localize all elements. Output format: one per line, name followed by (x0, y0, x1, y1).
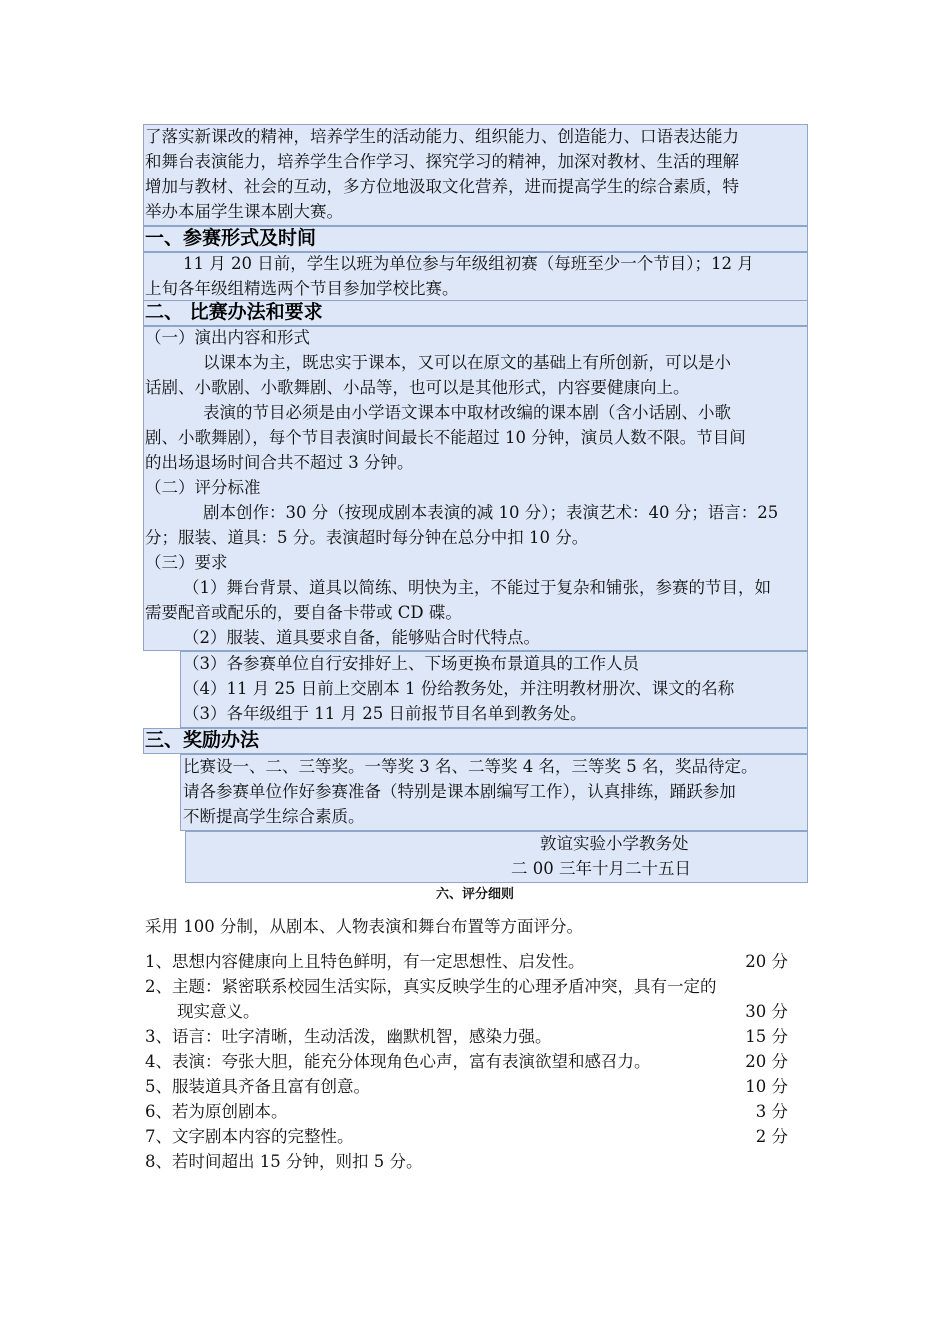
scoring-item-score: 2 分 (755, 1127, 788, 1146)
scoring-item-score: 15 分 (745, 1027, 788, 1046)
part1-line: 表演的节目必须是由小学语文课本中取材改编的课本剧（含小话剧、小歌 (203, 403, 731, 422)
scoring-item-score: 20 分 (745, 1052, 788, 1071)
scoring-intro: 采用 100 分制，从剧本、人物表演和舞台布置等方面评分。 (145, 917, 583, 936)
section3-heading: 三、奖励办法 (145, 729, 260, 751)
part2-line: 分；服装、道具：5 分。表演超时每分钟在总分中扣 10 分。 (145, 528, 589, 547)
section3-line: 比赛设一、二、三等奖。一等奖 3 名、二等奖 4 名，三等奖 5 名，奖品待定。 (183, 757, 758, 776)
scoring-item-score: 30 分 (745, 1002, 788, 1021)
scoring-item-score: 3 分 (755, 1102, 788, 1121)
section3-line: 不断提高学生综合素质。 (183, 807, 365, 826)
scoring-item: 7、文字剧本内容的完整性。 (145, 1127, 354, 1146)
scoring-item: 6、若为原创剧本。 (145, 1102, 288, 1121)
part1-line: 以课本为主，既忠实于课本，又可以在原文的基础上有所创新，可以是小 (203, 353, 731, 372)
signature-box (185, 831, 808, 883)
part3-line: （4）11 月 25 日前上交剧本 1 份给教务处，并注明教材册次、课文的名称 (183, 679, 735, 698)
section1-heading: 一、参赛形式及时间 (145, 227, 317, 249)
intro-line: 增加与教材、社会的互动，多方位地汲取文化营养，进而提高学生的综合素质，特 (145, 177, 739, 196)
scoring-item: 3、语言：吐字清晰，生动活泼，幽默机智，感染力强。 (145, 1027, 552, 1046)
part1-line: 的出场退场时间合共不超过 3 分钟。 (145, 453, 414, 472)
intro-line: 了落实新课改的精神，培养学生的活动能力、组织能力、创造能力、口语表达能力 (145, 127, 739, 146)
part3-title: （三）要求 (145, 553, 228, 572)
scoring-item: 现实意义。 (177, 1002, 260, 1021)
scoring-item: 1、思想内容健康向上且特色鲜明，有一定思想性、启发性。 (145, 952, 585, 971)
scoring-item-score: 20 分 (745, 952, 788, 971)
intro-line: 和舞台表演能力，培养学生合作学习、探究学习的精神，加深对教材、生活的理解 (145, 152, 739, 171)
part3-line: （3）各参赛单位自行安排好上、下场更换布景道具的工作人员 (183, 654, 639, 673)
section2-heading: 二、 比赛办法和要求 (145, 301, 323, 323)
section1-line: 11 月 20 日前，学生以班为单位参与年级组初赛（每班至少一个节目）；12 月 (183, 254, 754, 273)
part3-line: （3）各年级组于 11 月 25 日前报节目名单到教务处。 (183, 704, 587, 723)
signature-org: 敦谊实验小学教务处 (540, 834, 689, 853)
part3-line: （2）服装、道具要求自备，能够贴合时代特点。 (183, 628, 540, 647)
scoring-item: 8、若时间超出 15 分钟，则扣 5 分。 (145, 1152, 423, 1171)
intro-line: 举办本届学生课本剧大赛。 (145, 202, 343, 221)
section3-line: 请各参赛单位作好参赛准备（特别是课本剧编写工作），认真排练，踊跃参加 (183, 782, 736, 801)
scoring-title: 六、评分细则 (435, 887, 514, 902)
part1-line: 话剧、小歌剧、小歌舞剧、小品等，也可以是其他形式，内容要健康向上。 (145, 378, 690, 397)
section1-line: 上旬各年级组精选两个节目参加学校比赛。 (145, 279, 459, 298)
part2-line: 剧本创作：30 分（按现成剧本表演的减 10 分）；表演艺术：40 分；语言：25 (203, 503, 779, 522)
part1-line: 剧、小歌舞剧），每个节目表演时间最长不能超过 10 分钟，演员人数不限。节目间 (145, 428, 746, 447)
part3-line: （1）舞台背景、道具以简练、明快为主，不能过于复杂和铺张，参赛的节目，如 (183, 578, 771, 597)
scoring-item: 5、服装道具齐备且富有创意。 (145, 1077, 370, 1096)
part1-title: （一）演出内容和形式 (145, 328, 310, 347)
part3-line: 需要配音或配乐的，要自备卡带或 CD 碟。 (145, 603, 462, 622)
scoring-item-score: 10 分 (745, 1077, 788, 1096)
part2-title: （二）评分标准 (145, 478, 261, 497)
signature-date: 二 00 三年十月二十五日 (511, 859, 691, 878)
scoring-item: 2、主题：紧密联系校园生活实际，真实反映学生的心理矛盾冲突，具有一定的 (145, 977, 717, 996)
scoring-item: 4、表演：夸张大胆，能充分体现角色心声，富有表演欲望和感召力。 (145, 1052, 651, 1071)
